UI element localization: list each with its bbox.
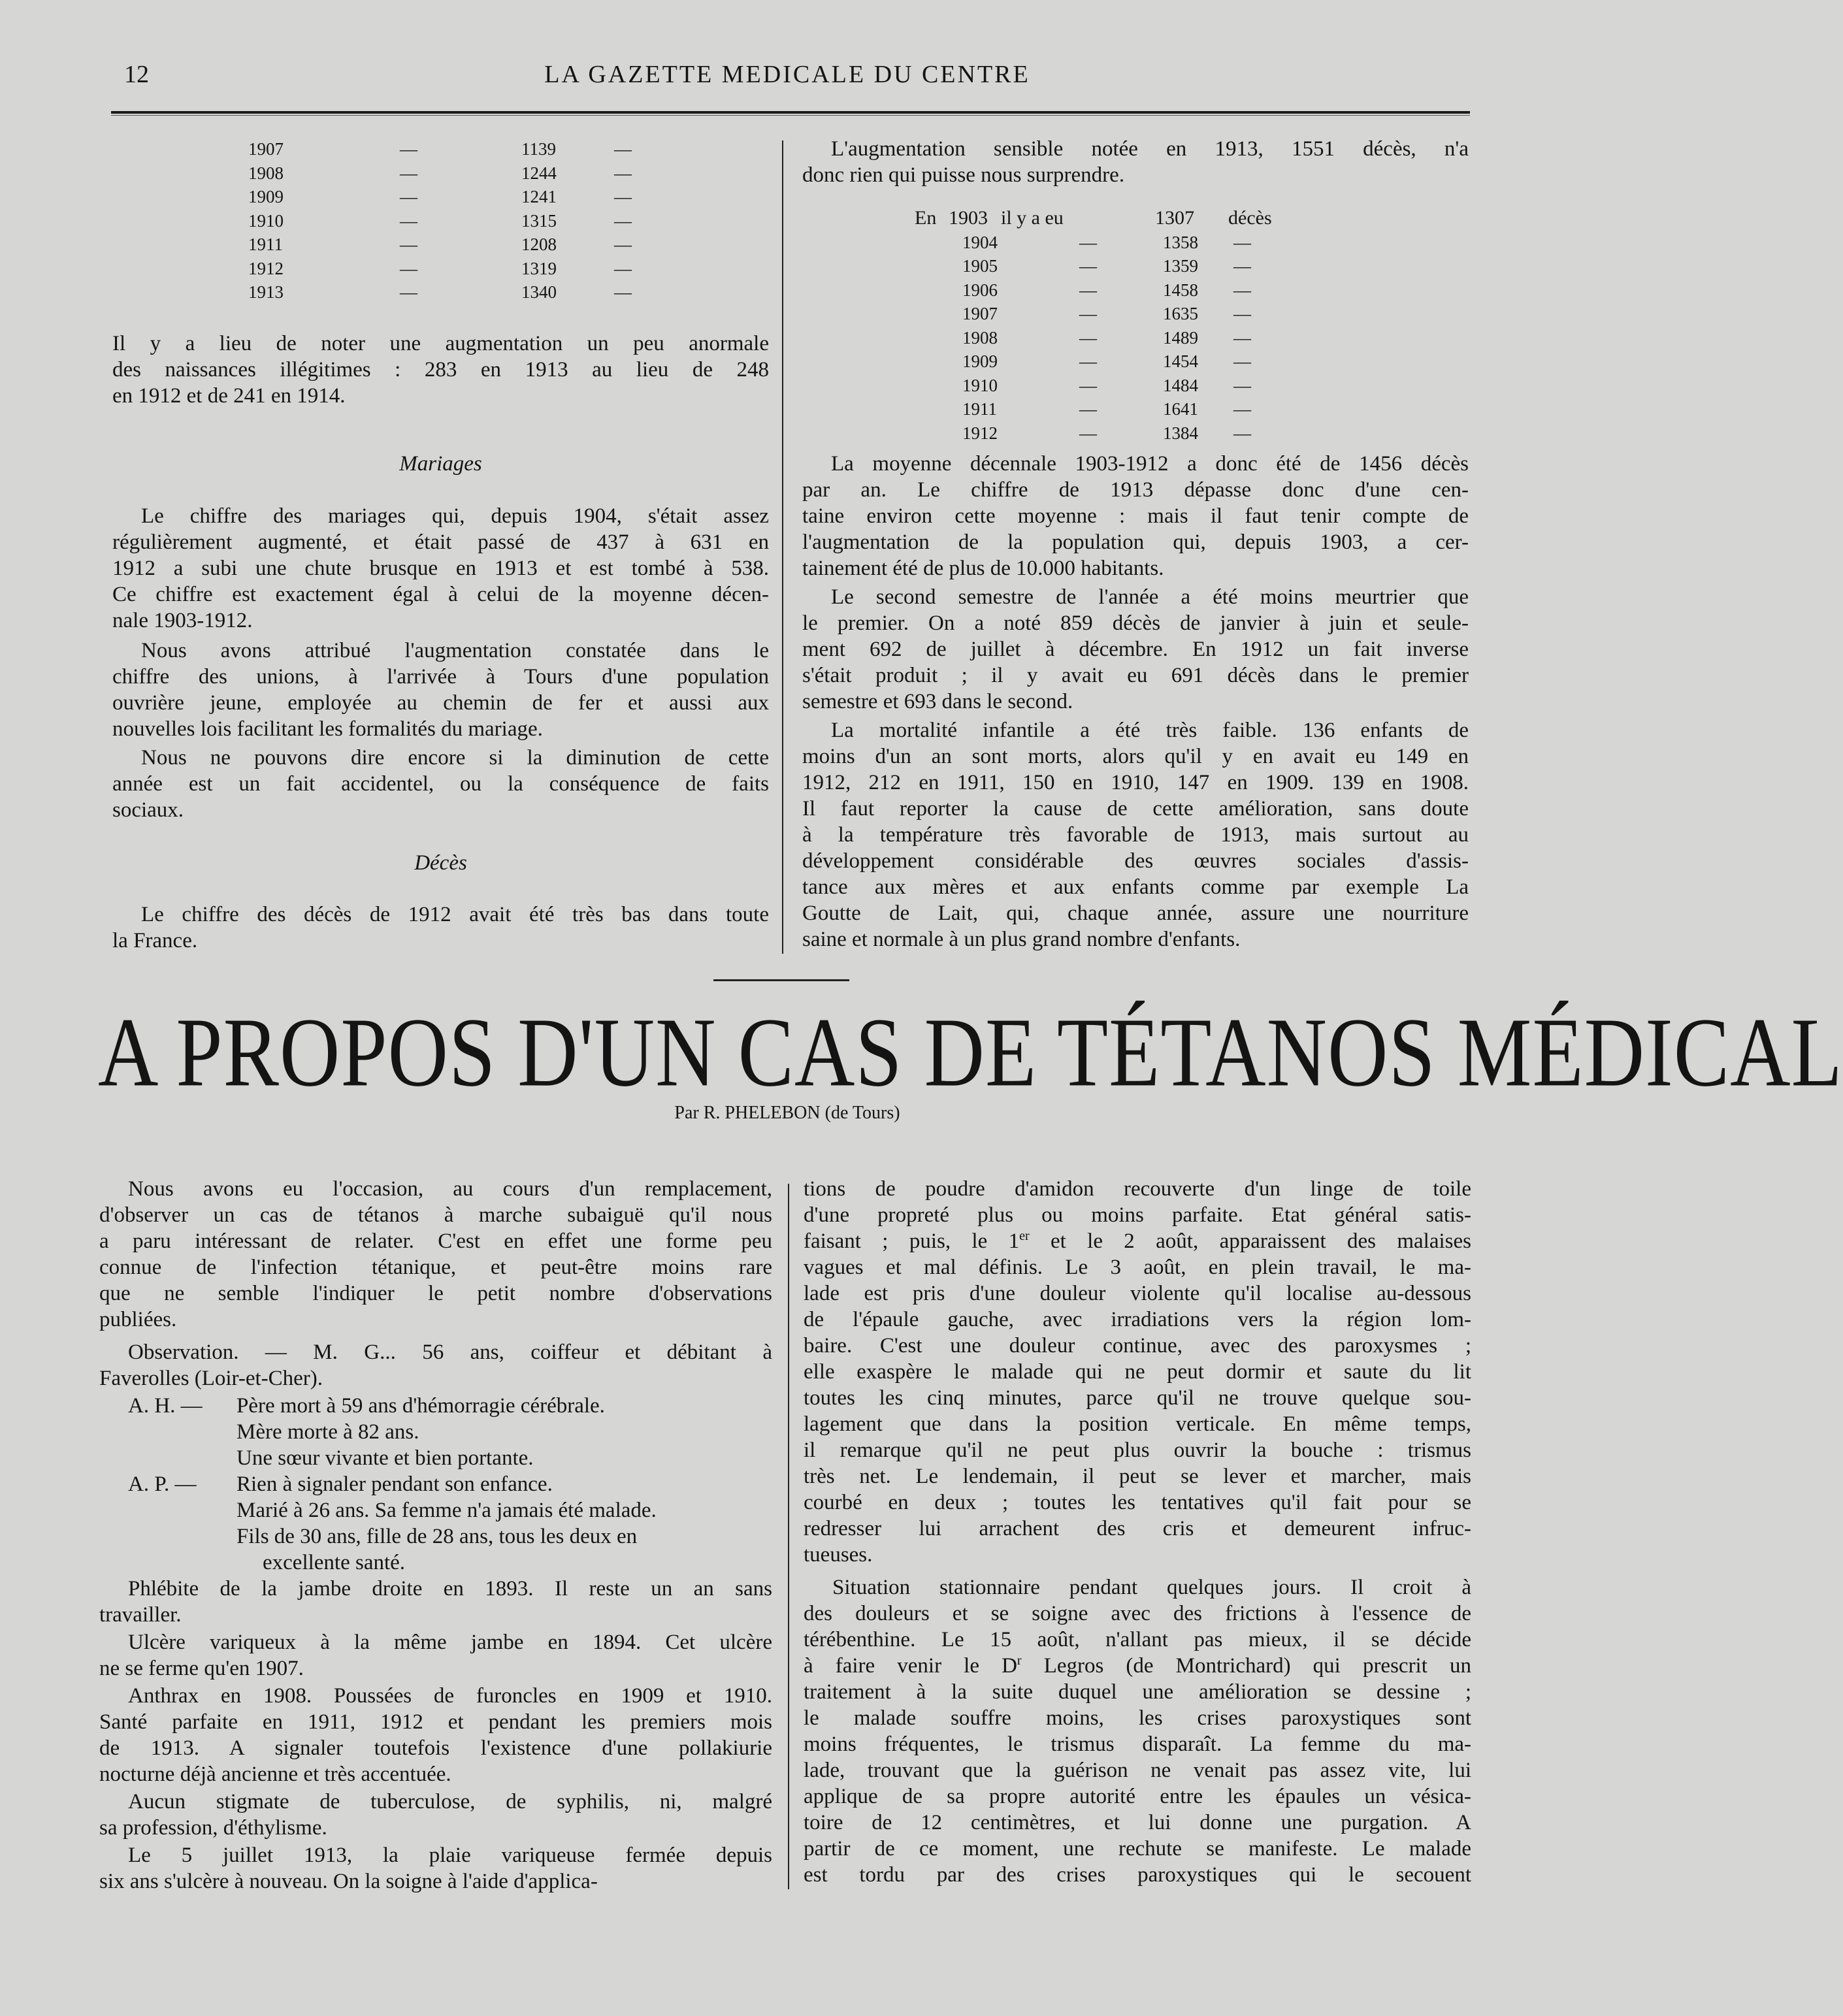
article-paragraph-ulcere (99, 1629, 772, 1682)
text-line: il remarque qu'il ne peut plus ouvrir la bouche : trismus (804, 1439, 1471, 1462)
article-paragraph-intro (99, 1176, 772, 1333)
table-row (915, 374, 1372, 398)
cell-dash: — (400, 210, 417, 231)
text-line: publiées. (99, 1308, 177, 1331)
text-line: Nous ne pouvons dire encore si la diminution de cette (141, 746, 769, 770)
text-line: à la température très favorable de 1913, mais surtout au (802, 823, 1469, 847)
text-line: Nous avons attribué l'augmentation constatée dans le (141, 639, 769, 662)
text-line: Il faut reporter la cause de cette amélioration, sans doute (802, 797, 1469, 821)
antecedent-text: Père mort à 59 ans d'hémorragie cérébrale. (236, 1394, 605, 1418)
text-line: Il y a lieu de noter une augmentation un peu anormale (112, 332, 769, 355)
table-row (915, 254, 1372, 278)
cell-trail: — (1233, 232, 1251, 252)
text-line: traitement à la suite duquel une amélioration se dessine ; (804, 1680, 1471, 1704)
antecedent-line (128, 1471, 772, 1497)
antecedent-text: excellente santé. (263, 1551, 406, 1574)
text-line: l'augmentation de la population qui, depuis 1903, a cer- (802, 530, 1469, 554)
table-row (248, 209, 653, 233)
text-line: moins d'un an sont morts, alors qu'il y en avait eu 149 en (802, 745, 1469, 768)
text-line: a paru intéressant de relater. C'est en effet une forme peu (99, 1229, 772, 1253)
text-line: de 1913. A signaler toutefois l'existence d'une pollakiurie (99, 1736, 772, 1760)
paragraph-illegitimate-births (112, 331, 769, 409)
deaths-table (915, 206, 1372, 445)
text-line: développement considérable des œuvres sociales d'assis- (802, 849, 1469, 873)
antecedents-list (128, 1393, 772, 1576)
cell-value: 1458 (1163, 280, 1198, 300)
table-row (915, 231, 1372, 255)
table-row (915, 326, 1372, 350)
cell-year: 1907 (962, 304, 998, 323)
antecedent-text: Une sœur vivante et bien portante. (236, 1446, 534, 1470)
cell-dash: — (1079, 399, 1097, 419)
cell-dash: — (400, 187, 417, 206)
text-line: Le 5 juillet 1913, la plaie variqueuse fermée depuis (128, 1844, 772, 1867)
antecedent-label: A. P. — (128, 1472, 197, 1496)
article-paragraph-right-1 (804, 1176, 1471, 1568)
text-line: vagues et mal définis. Le 3 août, en plein travail, le ma- (804, 1256, 1471, 1279)
cell-trail: — (1233, 351, 1251, 371)
text-line: six ans s'ulcère à nouveau. On la soigne à l'aide d'applica- (99, 1870, 598, 1893)
text-line: partir de ce moment, une rechute se manifeste. Le malade (804, 1837, 1471, 1861)
text-line: 1912, 212 en 1911, 150 en 1910, 147 en 1909. 139 en 1908. (802, 771, 1469, 794)
text-line: chiffre des unions, à l'arrivée à Tours d'une population (112, 665, 769, 689)
antecedent-text: Marié à 26 ans. Sa femme n'a jamais été malade. (236, 1499, 657, 1522)
cell-trail: — (614, 210, 632, 231)
table-row (248, 161, 653, 186)
table-row-intro (915, 206, 1372, 231)
cell-value: 1384 (1163, 423, 1198, 443)
cell-year: 1910 (962, 375, 998, 395)
text-line: que ne semble l'indiquer le petit nombre d'observations (99, 1282, 772, 1305)
text-line: ouvrière jeune, employée au chemin de fer et aussi aux (112, 691, 769, 715)
column-divider-bottom (788, 1184, 789, 1889)
text-line: d'observer un cas de tétanos à marche subaiguë qu'il nous (99, 1203, 772, 1227)
table-row (915, 350, 1372, 374)
antecedent-line (128, 1497, 772, 1523)
journal-title: LA GAZETTE MEDICALE DU CENTRE (544, 61, 1030, 88)
cell-dash: — (1079, 280, 1097, 300)
text-line: est tordu par des crises paroxystiques qui le secouent (804, 1863, 1471, 1887)
antecedent-label: A. H. — (128, 1394, 203, 1418)
text-line: sa profession, d'éthylisme. (99, 1816, 327, 1840)
cell-year: 1909 (248, 187, 284, 206)
line-with-superscript-r: à faire venir le $D^r$ Legros (de Montrichard) qui prescrit un (804, 1653, 1471, 1678)
text-line: Le chiffre des mariages qui, depuis 1904, s'était assez (141, 504, 769, 528)
paragraph-mariages-1 (112, 503, 769, 634)
antecedent-text: Fils de 30 ans, fille de 28 ans, tous les deux en (236, 1525, 638, 1548)
cell-dash: — (1079, 232, 1097, 252)
paragraph-deces-1 (112, 902, 769, 954)
cell-dash: — (400, 163, 417, 183)
text-line: sociaux. (112, 798, 184, 822)
text-line: semestre et 693 dans le second. (802, 690, 1073, 713)
births-table (248, 137, 653, 304)
paragraph-deces-4 (802, 584, 1469, 715)
cell-value: 1641 (1163, 399, 1198, 419)
cell-trail: — (1233, 423, 1251, 443)
table-row (248, 257, 653, 281)
text-line: Ulcère variqueux à la même jambe en 1894. Cet ulcère (128, 1631, 772, 1654)
cell-trail: — (1233, 399, 1251, 419)
text-line: redresser lui arrachent des cris et demeurent infruc- (804, 1517, 1471, 1540)
cell-year: 1911 (248, 235, 283, 254)
text-line: connue de l'infection tétanique, et peut-être moins rare (99, 1256, 772, 1279)
text-line: lade, trouvant que la guérison ne venait pas assez vite, lui (804, 1759, 1471, 1782)
column-divider-top (782, 140, 783, 954)
text-line: Aucun stigmate de tuberculose, de syphilis, ni, malgré (128, 1790, 772, 1813)
text-line: saine et normale à un plus grand nombre d'enfants. (802, 928, 1241, 951)
text-line: nale 1903-1912. (112, 609, 253, 632)
text-line: toire de 12 centimètres, et lui donne une purgation. A (804, 1811, 1471, 1834)
antecedent-text: Rien à signaler pendant son enfance. (236, 1472, 553, 1496)
antecedent-line (128, 1419, 772, 1445)
text-line: moins fréquentes, le trismus disparaît. La femme du ma- (804, 1732, 1471, 1756)
text-line: le premier. On a noté 859 décès de janvier à juin et seule- (802, 611, 1469, 635)
paragraph-mariages-2 (112, 638, 769, 742)
cell-value: 1315 (521, 210, 557, 231)
cell-trail: — (1233, 375, 1251, 395)
text-line: la France. (112, 929, 198, 952)
cell-dash: — (400, 282, 417, 302)
paragraph-deces-5 (802, 717, 1469, 952)
text-line: La moyenne décennale 1903-1912 a donc été de 1456 décès (831, 452, 1469, 476)
text-line: 1912 a subi une chute brusque en 1913 et est tombé à 538. (112, 557, 769, 580)
table-row (248, 233, 653, 257)
cell-trail: — (614, 139, 632, 159)
cell-dash: — (1079, 256, 1097, 276)
page-number: 12 (124, 61, 149, 88)
paragraph-deces-2 (802, 136, 1469, 188)
page-header (105, 60, 1470, 99)
cell-year: 1908 (962, 327, 998, 348)
antecedent-line (128, 1393, 772, 1419)
text-line: Le second semestre de l'année a été moins meurtrier que (831, 585, 1469, 609)
text-line: Faverolles (Loir-et-Cher). (99, 1367, 323, 1390)
line-with-superscript-er: faisant ; puis, le 1er et le 2 août, apparaissent des malaises (804, 1229, 1471, 1253)
cell-dash: — (1079, 351, 1097, 371)
cell-year: 1912 (248, 258, 284, 278)
cell-year: 1906 (962, 280, 998, 300)
cell-value: 1489 (1163, 327, 1198, 348)
text-line: tions de poudre d'amidon recouverte d'un linge de toile (804, 1177, 1471, 1201)
cell-dash: — (1079, 423, 1097, 443)
header-rule-thin (111, 115, 1470, 116)
cell-dash: — (1079, 304, 1097, 323)
section-heading-mariages: Mariages (399, 452, 482, 476)
cell-value: 1139 (521, 139, 556, 159)
text-line: Le chiffre des décès de 1912 avait été très bas dans toute (141, 903, 769, 926)
text-line: Santé parfaite en 1911, 1912 et pendant les premiers mois (99, 1710, 772, 1734)
text-line: s'était produit ; il y avait eu 691 décès dans le premier (802, 664, 1469, 687)
text-line: La mortalité infantile a été très faible. 136 enfants de (831, 719, 1469, 742)
text-line: lade est pris d'une douleur violente qu'il localise au-dessous (804, 1282, 1471, 1305)
cell-year: 1911 (962, 399, 997, 419)
text-line: régulièrement augmenté, et était passé de 437 à 631 en (112, 530, 769, 554)
text-line: des naissances illégitimes : 283 en 1913 au lieu de 248 (112, 358, 769, 382)
cell-value: 1241 (521, 187, 557, 206)
table-row (248, 280, 653, 304)
table-row (915, 421, 1372, 446)
cell-dash: — (400, 235, 417, 254)
cell-year: 1912 (962, 423, 998, 443)
text-line: tance aux mères et aux enfants comme par exemple La (802, 875, 1469, 899)
table-row (915, 302, 1372, 326)
cell-year: 1910 (248, 210, 284, 231)
article-byline: Par R. PHELEBON (de Tours) (674, 1103, 900, 1123)
cell-dash: — (1079, 327, 1097, 348)
text-line: L'augmentation sensible notée en 1913, 1551 décès, n'a (831, 137, 1469, 161)
header-rule (111, 111, 1470, 114)
text-line: applique de sa propre autorité entre les épaules un vésica- (804, 1785, 1471, 1808)
text-line: des douleurs et se soigne avec des frictions à l'essence de (804, 1602, 1471, 1625)
cell-year: 1904 (962, 232, 998, 252)
cell-value: 1208 (521, 235, 557, 254)
text-line: tainement été de plus de 10.000 habitants. (802, 557, 1164, 580)
text-line: taine environ cette moyenne : mais il faut tenir compte de (802, 504, 1469, 528)
text-line: elle exaspère le malade qui ne peut dormir et saute du lit (804, 1360, 1471, 1384)
article-paragraph-stigmate (99, 1789, 772, 1841)
text-line: travailler. (99, 1603, 182, 1627)
cell-trail: — (614, 235, 632, 254)
table-row (248, 185, 653, 209)
cell-unit: décès (1228, 207, 1272, 229)
paragraph-mariages-3 (112, 745, 769, 823)
text-line: ment 692 de juillet à décembre. En 1912 un fait inverse (802, 638, 1469, 661)
table-row (915, 397, 1372, 421)
text-line: tueuses. (804, 1543, 873, 1567)
cell-dash: — (400, 139, 417, 159)
cell-value: 1340 (521, 282, 557, 302)
cell-trail: — (1233, 327, 1251, 348)
text-line: térébenthine. Le 15 août, n'allant pas mieux, il se décide (804, 1628, 1471, 1651)
text-line: année est un fait accidentel, ou la conséquence de faits (112, 772, 769, 796)
cell-phrase: il y a eu (1001, 207, 1064, 229)
cell-trail: — (614, 282, 632, 302)
cell-trail: — (1233, 280, 1251, 300)
text-line: ne se ferme qu'en 1907. (99, 1657, 304, 1680)
article-title: A PROPOS D'UN CAS DE TÉTANOS MÉDICAL (98, 997, 1843, 1107)
cell-value: 1635 (1163, 304, 1198, 323)
antecedent-line (128, 1523, 772, 1550)
cell-value: 1454 (1163, 351, 1198, 371)
text-line: courbé en deux ; toutes les tentatives qu'il fait pour se (804, 1491, 1471, 1514)
cell-value: 1319 (521, 258, 557, 278)
cell-trail: — (614, 163, 632, 183)
cell-dash: — (400, 258, 417, 278)
antecedent-line (128, 1445, 772, 1471)
text-line: nocturne déjà ancienne et très accentuée. (99, 1763, 451, 1786)
table-row (915, 278, 1372, 302)
text-line: Anthrax en 1908. Poussées de furoncles en 1909 et 1910. (128, 1684, 772, 1708)
text-line: le malade souffre moins, les crises paroxystiques sont (804, 1706, 1471, 1730)
text-line: Goutte de Lait, qui, chaque année, assure une nourriture (802, 902, 1469, 925)
cell-year: 1903 (949, 207, 988, 229)
cell-year: 1909 (962, 351, 998, 371)
text-line: très net. Le lendemain, il peut se lever et marcher, mais (804, 1465, 1471, 1488)
antecedent-text: Mère morte à 82 ans. (236, 1420, 419, 1444)
article-paragraph-juillet (99, 1842, 772, 1894)
cell-trail: — (614, 187, 632, 206)
article-paragraph-phlebite (99, 1576, 772, 1628)
cell-dash: — (1079, 375, 1097, 395)
article-paragraph-right-2 (804, 1574, 1471, 1888)
antecedent-line (128, 1550, 772, 1576)
text-line: Ce chiffre est exactement égal à celui de la moyenne décen- (112, 583, 769, 606)
text-line: Nous avons eu l'occasion, au cours d'un remplacement, (128, 1177, 772, 1201)
text-line: Phlébite de la jambe droite en 1893. Il reste un an sans (128, 1577, 772, 1601)
cell-year: 1907 (248, 139, 284, 159)
cell-value: 1358 (1163, 232, 1198, 252)
text-line: Observation. — M. G... 56 ans, coiffeur et débitant à (128, 1341, 772, 1364)
table-row (248, 137, 653, 161)
text-line: Situation stationnaire pendant quelques jours. Il croit à (832, 1576, 1471, 1599)
cell-year: 1913 (248, 282, 284, 302)
cell-trail: — (1233, 256, 1251, 276)
cell-year: 1905 (962, 256, 998, 276)
cell-trail: — (614, 258, 632, 278)
text-line: en 1912 et de 241 en 1914. (112, 384, 346, 408)
text-line: baire. C'est une douleur continue, avec des paroxysmes ; (804, 1334, 1471, 1358)
cell-value: 1307 (1155, 207, 1194, 229)
cell-trail: — (1233, 304, 1251, 323)
cell-prefix: En (915, 207, 937, 229)
text-line: d'une propreté plus ou moins parfaite. Etat général satis- (804, 1203, 1471, 1227)
text-line: donc rien qui puisse nous surprendre. (802, 163, 1125, 187)
cell-year: 1908 (248, 163, 284, 183)
cell-value: 1484 (1163, 375, 1198, 395)
article-paragraph-observation (99, 1339, 772, 1391)
article-paragraph-anthrax (99, 1683, 772, 1787)
cell-value: 1359 (1163, 256, 1198, 276)
text-line: de l'épaule gauche, avec irradiations vers la région lom- (804, 1308, 1471, 1331)
text-line: nouvelles lois facilitant les formalités du mariage. (112, 717, 543, 741)
paragraph-deces-3 (802, 451, 1469, 581)
article-separator (713, 979, 849, 981)
cell-value: 1244 (521, 163, 557, 183)
section-heading-deces: Décès (414, 851, 467, 875)
text-line: lagement que dans la position verticale. En même temps, (804, 1412, 1471, 1436)
text-line: par an. Le chiffre de 1913 dépasse donc d'une cen- (802, 478, 1469, 502)
text-line: toutes les cinq minutes, parce qu'il ne trouve quelque sou- (804, 1386, 1471, 1410)
